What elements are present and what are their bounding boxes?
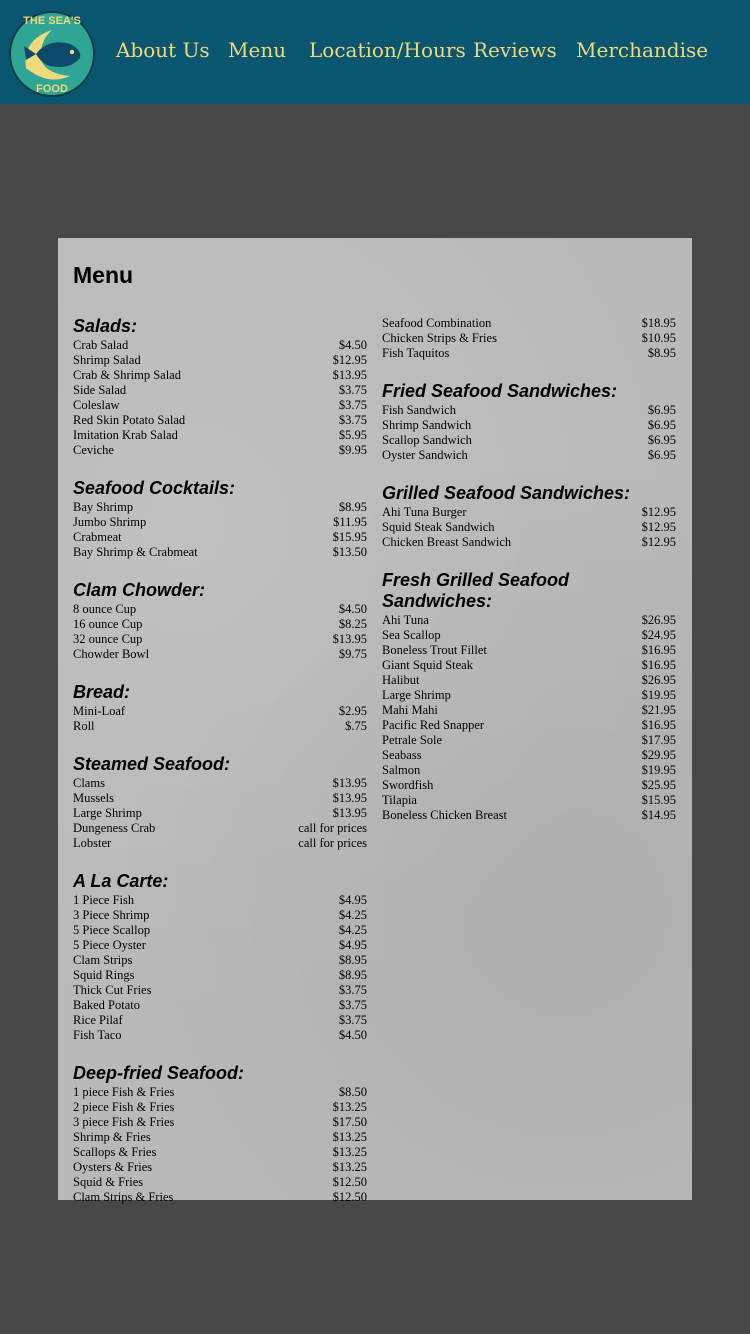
menu-item-name: Coleslaw <box>73 398 120 412</box>
menu-item-price: $4.25 <box>338 923 367 937</box>
menu-item-row <box>73 617 367 632</box>
menu-item-row <box>382 733 676 748</box>
menu-item-row <box>73 938 367 953</box>
menu-item-price: $13.95 <box>332 776 367 790</box>
menu-item-name: Boneless Chicken Breast <box>382 808 507 822</box>
menu-item-row <box>382 643 676 658</box>
menu-item-price: $3.75 <box>338 383 367 397</box>
menu-item-price: $8.95 <box>338 953 367 967</box>
menu-item-name: 3 piece Fish & Fries <box>73 1115 175 1129</box>
menu-item-row <box>382 658 676 673</box>
menu-item-price: $12.50 <box>332 1190 367 1204</box>
menu-item-name: Petrale Sole <box>382 733 443 747</box>
menu-item-row <box>73 368 367 383</box>
menu-item-row <box>73 1190 367 1205</box>
menu-item-price: $6.95 <box>647 448 676 462</box>
menu-item-price: $4.50 <box>338 338 367 352</box>
menu-item-row <box>382 778 676 793</box>
menu-item-row <box>73 791 367 806</box>
menu-item-row <box>73 428 367 443</box>
menu-item-row <box>382 535 676 550</box>
menu-item-name: Seabass <box>382 748 422 762</box>
menu-item-row <box>73 998 367 1013</box>
menu-item-price: $2.95 <box>338 704 367 718</box>
menu-item-row <box>73 1175 367 1190</box>
section-heading: Fried Seafood Sandwiches: <box>382 381 618 401</box>
menu-item-row <box>73 500 367 515</box>
menu-item-name: Fish Taquitos <box>382 346 450 360</box>
menu-item-row <box>73 719 367 734</box>
menu-item-price: $12.95 <box>641 535 676 549</box>
menu-item-row <box>382 331 676 346</box>
menu-item-name: Giant Squid Steak <box>382 658 473 672</box>
menu-item-row <box>73 602 367 617</box>
menu-item-name: Chicken Strips & Fries <box>382 331 497 345</box>
menu-item-name: Ceviche <box>73 443 114 457</box>
section-heading: Clam Chowder: <box>73 580 206 600</box>
menu-item-row <box>73 704 367 719</box>
menu-item-row <box>73 1100 367 1115</box>
menu-item-price: $16.95 <box>641 658 676 672</box>
menu-item-name: Chowder Bowl <box>73 647 150 661</box>
menu-item-price: $16.95 <box>641 718 676 732</box>
menu-item-name: Imitation Krab Salad <box>73 428 178 442</box>
menu-item-name: 3 Piece Shrimp <box>73 908 150 922</box>
menu-item-name: Fish Sandwich <box>382 403 456 417</box>
section-heading: Salads: <box>73 316 138 336</box>
menu-item-row <box>382 433 676 448</box>
menu-item-name: 16 ounce Cup <box>73 617 143 631</box>
menu-item-name: 8 ounce Cup <box>73 602 137 616</box>
menu-item-row <box>73 1028 367 1043</box>
section-heading: Fresh Grilled Seafood Sandwiches: <box>382 570 570 611</box>
menu-item-name: Pacific Red Snapper <box>382 718 485 732</box>
menu-item-price: $13.95 <box>332 806 367 820</box>
menu-item-row <box>382 763 676 778</box>
menu-item-price: $12.95 <box>641 505 676 519</box>
menu-item-row <box>73 1115 367 1130</box>
menu-item-name: 1 piece Fish & Fries <box>73 1085 175 1099</box>
menu-item-price: $4.25 <box>338 908 367 922</box>
menu-item-row <box>382 808 676 823</box>
section-heading: A La Carte: <box>73 871 169 891</box>
menu-item-row <box>382 316 676 331</box>
menu-item-price: $17.50 <box>332 1115 367 1129</box>
menu-item-price: $13.50 <box>332 545 367 559</box>
menu-section <box>73 580 367 662</box>
menu-title: Menu <box>73 262 134 288</box>
menu-item-price: $12.50 <box>332 1175 367 1189</box>
menu-item-price: $25.95 <box>641 778 676 792</box>
menu-item-row <box>73 1160 367 1175</box>
menu-item-name: Halibut <box>382 673 420 687</box>
menu-item-row <box>73 338 367 353</box>
menu-item-price: $4.95 <box>338 938 367 952</box>
menu-item-row <box>73 398 367 413</box>
menu-item-row <box>73 983 367 998</box>
menu-item-row <box>73 953 367 968</box>
menu-item-price: $16.95 <box>641 643 676 657</box>
menu-item-row <box>73 1145 367 1160</box>
menu-section <box>73 478 367 560</box>
menu-item-price: $15.95 <box>332 530 367 544</box>
nav-link-reviews[interactable]: Reviews <box>473 38 557 62</box>
menu-item-row <box>73 908 367 923</box>
menu-item-name: Clam Strips & Fries <box>73 1190 174 1204</box>
logo-text-top: THE SEA'S <box>23 15 81 27</box>
menu-item-price: $12.95 <box>641 520 676 534</box>
menu-item-row <box>73 968 367 983</box>
menu-item-price: $29.95 <box>641 748 676 762</box>
menu-item-price: $8.95 <box>338 500 367 514</box>
menu-item-price: $8.50 <box>338 1085 367 1099</box>
menu-item-name: Tilapia <box>382 793 417 807</box>
nav-link-menu[interactable]: Menu <box>228 38 287 62</box>
section-heading: Seafood Cocktails: <box>73 478 236 498</box>
menu-item-price: $14.95 <box>641 808 676 822</box>
menu-item-price: $11.95 <box>333 515 367 529</box>
menu-item-name: Thick Cut Fries <box>73 983 152 997</box>
menu-section <box>73 316 367 458</box>
menu-item-price: $6.95 <box>647 403 676 417</box>
menu-item-price: $26.95 <box>641 673 676 687</box>
menu-item-name: Crabmeat <box>73 530 122 544</box>
menu-item-price: $8.95 <box>647 346 676 360</box>
menu-item-price: $21.95 <box>641 703 676 717</box>
menu-section <box>382 316 676 361</box>
menu-item-price: $13.25 <box>332 1130 367 1144</box>
menu-item-name: Shrimp & Fries <box>73 1130 151 1144</box>
menu-item-name: Ahi Tuna Burger <box>382 505 467 519</box>
menu-item-row <box>73 632 367 647</box>
menu-item-row <box>73 821 367 836</box>
menu-item-name: 5 Piece Oyster <box>73 938 146 952</box>
menu-item-price: $8.25 <box>338 617 367 631</box>
menu-item-name: Salmon <box>382 763 421 777</box>
menu-item-name: Crab Salad <box>73 338 129 352</box>
menu-item-price: $10.95 <box>641 331 676 345</box>
menu-item-name: Jumbo Shrimp <box>73 515 147 529</box>
menu-item-row <box>382 418 676 433</box>
menu-item-row <box>73 353 367 368</box>
menu-item-price: $8.95 <box>338 968 367 982</box>
menu-item-price: $3.75 <box>338 998 367 1012</box>
menu-item-name: Swordfish <box>382 778 434 792</box>
menu-item-name: Mini-Loaf <box>73 704 126 718</box>
menu-column-left <box>73 316 367 1225</box>
menu-item-name: Squid Steak Sandwich <box>382 520 495 534</box>
menu-item-name: Scallop Sandwich <box>382 433 472 447</box>
menu-item-price: $26.95 <box>641 613 676 627</box>
menu-item-row <box>382 628 676 643</box>
menu-item-row <box>73 923 367 938</box>
menu-item-row <box>73 893 367 908</box>
nav-link-merchandise[interactable]: Merchandise <box>576 38 709 62</box>
menu-item-price: $19.95 <box>641 763 676 777</box>
menu-item-name: Large Shrimp <box>382 688 451 702</box>
menu-item-name: Lobster <box>73 836 112 850</box>
menu-item-row <box>73 776 367 791</box>
menu-item-name: Shrimp Salad <box>73 353 141 367</box>
menu-item-price: $6.95 <box>647 433 676 447</box>
menu-item-name: Oysters & Fries <box>73 1160 153 1174</box>
fish-logo-icon[interactable] <box>8 10 96 98</box>
menu-item-price: $9.95 <box>338 443 367 457</box>
menu-item-name: 2 piece Fish & Fries <box>73 1100 175 1114</box>
menu-item-name: 1 Piece Fish <box>73 893 135 907</box>
menu-item-row <box>382 505 676 520</box>
menu-item-row <box>382 520 676 535</box>
menu-item-name: Clams <box>73 776 105 790</box>
menu-item-row <box>73 647 367 662</box>
menu-item-row <box>73 836 367 851</box>
section-heading: Bread: <box>73 682 131 702</box>
menu-item-price: $5.95 <box>338 428 367 442</box>
menu-item-name: Clam Strips <box>73 953 133 967</box>
menu-item-name: Roll <box>73 719 95 733</box>
menu-item-name: Red Skin Potato Salad <box>73 413 186 427</box>
menu-item-name: 5 Piece Scallop <box>73 923 151 937</box>
menu-item-name: Mussels <box>73 791 114 805</box>
menu-item-name: Rice Pilaf <box>73 1013 123 1027</box>
menu-item-price: $17.95 <box>641 733 676 747</box>
nav-link-about-us[interactable]: About Us <box>116 38 210 62</box>
menu-item-price: $3.75 <box>338 398 367 412</box>
menu-item-name: Bay Shrimp <box>73 500 134 514</box>
menu-item-name: Seafood Combination <box>382 316 492 330</box>
menu-item-row <box>73 1013 367 1028</box>
menu-item-name: Scallops & Fries <box>73 1145 157 1159</box>
menu-item-price: $13.25 <box>332 1100 367 1114</box>
nav-link-location-hours[interactable]: Location/Hours <box>309 38 466 62</box>
menu-item-row <box>382 448 676 463</box>
menu-item-price: call for prices <box>298 836 367 850</box>
menu-item-row <box>382 346 676 361</box>
menu-item-name: Oyster Sandwich <box>382 448 468 462</box>
section-heading: Deep-fried Seafood: <box>73 1063 245 1083</box>
menu-item-price: $4.50 <box>338 1028 367 1042</box>
menu-item-price: $9.75 <box>338 647 367 661</box>
menu-item-row <box>73 806 367 821</box>
menu-item-name: Squid Rings <box>73 968 135 982</box>
menu-item-row <box>73 530 367 545</box>
menu-item-row <box>382 613 676 628</box>
menu-item-price: $6.95 <box>647 418 676 432</box>
menu-item-row <box>73 383 367 398</box>
menu-item-price: $13.95 <box>332 632 367 646</box>
menu-item-price: $19.95 <box>641 688 676 702</box>
menu-item-name: Crab & Shrimp Salad <box>73 368 181 382</box>
menu-item-row <box>382 403 676 418</box>
menu-item-row <box>73 1130 367 1145</box>
logo-text-bottom: FOOD <box>36 83 68 95</box>
menu-item-row <box>382 703 676 718</box>
menu-item-name: Chicken Breast Sandwich <box>382 535 512 549</box>
menu-item-price: $18.95 <box>641 316 676 330</box>
menu-item-row <box>73 515 367 530</box>
menu-item-price: $3.75 <box>338 1013 367 1027</box>
menu-item-name: Baked Potato <box>73 998 141 1012</box>
menu-section <box>73 682 367 734</box>
section-heading: Steamed Seafood: <box>73 754 231 774</box>
menu-item-row <box>382 673 676 688</box>
menu-item-name: Mahi Mahi <box>382 703 438 717</box>
menu-item-name: Fish Taco <box>73 1028 122 1042</box>
menu-item-row <box>382 718 676 733</box>
menu-item-price: $13.25 <box>332 1160 367 1174</box>
menu-item-row <box>382 793 676 808</box>
menu-item-price: $4.95 <box>338 893 367 907</box>
menu-item-price: $3.75 <box>338 983 367 997</box>
menu-item-name: Large Shrimp <box>73 806 142 820</box>
menu-section <box>73 871 367 1043</box>
menu-item-name: Dungeness Crab <box>73 821 156 835</box>
menu-item-name: Bay Shrimp & Crabmeat <box>73 545 198 559</box>
menu-item-row <box>382 688 676 703</box>
menu-item-price: $13.95 <box>332 368 367 382</box>
menu-item-name: Shrimp Sandwich <box>382 418 472 432</box>
menu-item-price: $.75 <box>345 719 367 733</box>
menu-card <box>58 238 692 1204</box>
menu-item-name: Boneless Trout Fillet <box>382 643 487 657</box>
menu-item-price: $3.75 <box>338 413 367 427</box>
menu-section <box>382 483 676 550</box>
menu-item-row <box>73 545 367 560</box>
menu-item-name: Sea Scallop <box>382 628 441 642</box>
menu-item-row <box>73 413 367 428</box>
menu-section <box>382 570 676 823</box>
menu-item-row <box>73 443 367 458</box>
menu-section <box>382 381 676 463</box>
menu-item-name: Squid & Fries <box>73 1175 144 1189</box>
menu-item-price: $12.95 <box>332 353 367 367</box>
menu-item-price: $13.95 <box>332 791 367 805</box>
menu-section <box>73 1063 367 1205</box>
menu-section <box>73 754 367 851</box>
menu-item-row <box>73 1085 367 1100</box>
menu-item-price: $15.95 <box>641 793 676 807</box>
menu-item-name: Side Salad <box>73 383 127 397</box>
menu-item-price: $13.25 <box>332 1145 367 1159</box>
menu-column-right <box>382 316 676 843</box>
menu-item-price: $4.50 <box>338 602 367 616</box>
menu-item-name: 32 ounce Cup <box>73 632 143 646</box>
menu-item-row <box>382 748 676 763</box>
top-navbar <box>0 0 750 104</box>
menu-item-name: Ahi Tuna <box>382 613 429 627</box>
menu-item-price: call for prices <box>298 821 367 835</box>
section-heading: Grilled Seafood Sandwiches: <box>382 483 631 503</box>
menu-item-price: $24.95 <box>641 628 676 642</box>
